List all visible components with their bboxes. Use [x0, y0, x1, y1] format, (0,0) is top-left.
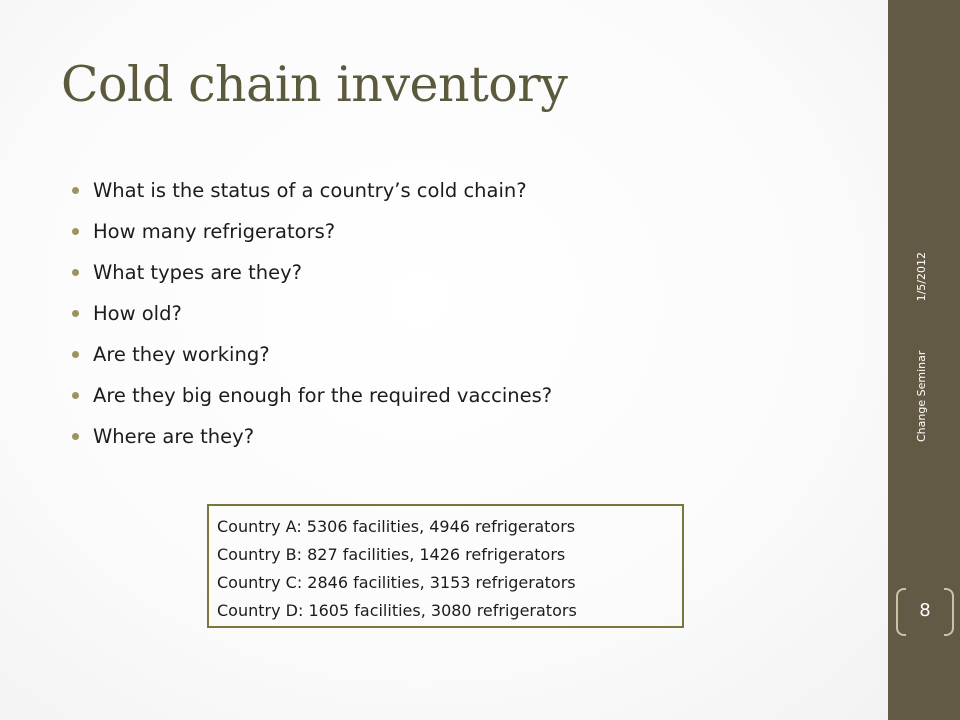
bullet-text: Are they big enough for the required vaccines? [93, 384, 553, 407]
date-text: 1/5/2012 [914, 252, 928, 302]
bullet-text: Are they working? [93, 343, 270, 366]
bullet-text: What is the status of a country’s cold chain? [93, 179, 527, 202]
sidebar-meta [906, 252, 936, 442]
bullet-item [72, 170, 552, 211]
right-bracket-icon [944, 588, 954, 636]
bullet-dot-icon [72, 433, 79, 440]
bullet-dot-icon [72, 187, 79, 194]
bullet-dot-icon [72, 351, 79, 358]
bullet-item [72, 416, 552, 457]
bullet-text: Where are they? [93, 425, 255, 448]
bullet-item [72, 334, 552, 375]
bullet-dot-icon [72, 228, 79, 235]
bullet-list [72, 170, 552, 457]
bullet-text: How many refrigerators? [93, 220, 336, 243]
bullet-item [72, 211, 552, 252]
bullet-text: What types are they? [93, 261, 302, 284]
slide-title: Cold chain inventory [61, 56, 568, 113]
bullet-text: How old? [93, 302, 182, 325]
bullet-dot-icon [72, 269, 79, 276]
country-stat-line: Country A: 5306 facilities, 4946 refrigerators [217, 517, 576, 536]
country-stat-line: Country B: 827 facilities, 1426 refrigerators [217, 545, 566, 564]
country-stat-line: Country C: 2846 facilities, 3153 refrigerators [217, 573, 576, 592]
left-bracket-icon [896, 588, 906, 636]
page-number-badge [896, 588, 954, 634]
bullet-dot-icon [72, 392, 79, 399]
bullet-dot-icon [72, 310, 79, 317]
page-number: 8 [919, 600, 931, 621]
footer-text: Change Seminar [914, 350, 928, 442]
bullet-item [72, 375, 552, 416]
bullet-item [72, 252, 552, 293]
bullet-item [72, 293, 552, 334]
country-stat-line: Country D: 1605 facilities, 3080 refrigerators [217, 601, 577, 620]
country-stats-box [207, 504, 684, 628]
